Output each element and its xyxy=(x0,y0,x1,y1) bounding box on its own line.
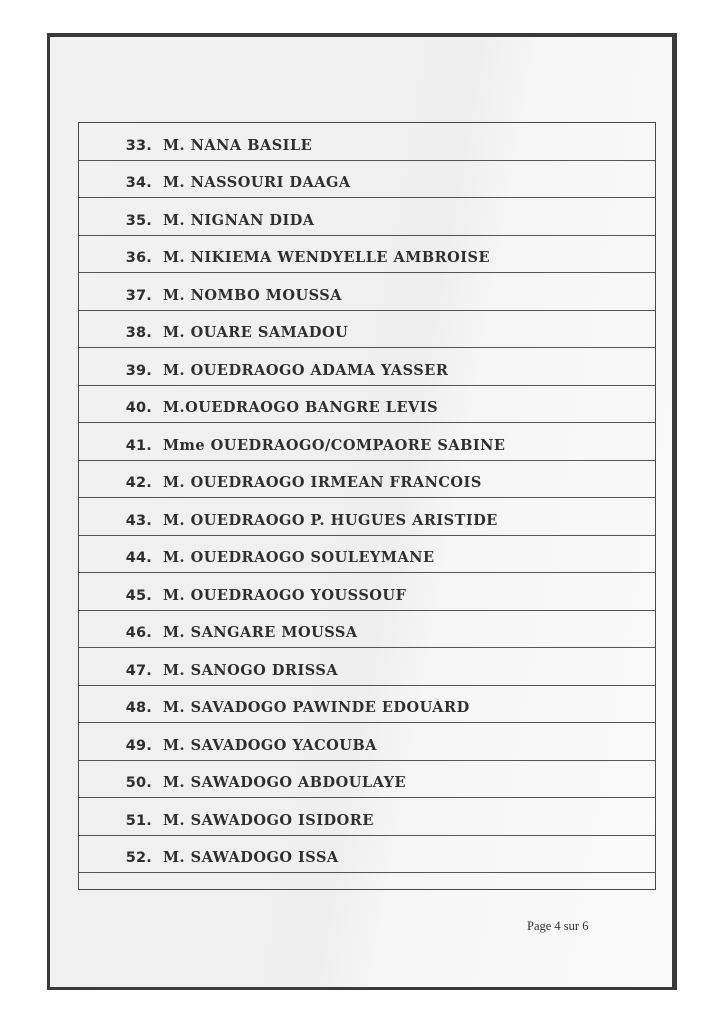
person-name: M. OUEDRAOGO P. HUGUES ARISTIDE xyxy=(163,511,498,529)
list-row xyxy=(79,123,655,161)
list-row xyxy=(79,273,655,311)
person-name: M. SAVADOGO PAWINDE EDOUARD xyxy=(163,699,470,716)
list-row xyxy=(79,686,655,724)
list-row xyxy=(79,161,655,199)
person-name: M. OUEDRAOGO IRMEAN FRANCOIS xyxy=(163,474,482,491)
row-number: 39. xyxy=(125,362,152,379)
person-name: M. SANOGO DRISSA xyxy=(163,661,339,679)
list-row xyxy=(79,573,655,611)
person-name: M. NIKIEMA WENDYELLE AMBROISE xyxy=(163,249,491,266)
row-number: 38. xyxy=(125,325,152,341)
list-row xyxy=(79,798,655,836)
person-name: M. SANGARE MOUSSA xyxy=(163,624,358,641)
list-row xyxy=(79,461,655,499)
list-row xyxy=(79,761,655,799)
list-row xyxy=(79,536,655,574)
list-row xyxy=(79,386,655,424)
person-name: M. NOMBO MOUSSA xyxy=(163,286,342,304)
row-number: 33. xyxy=(125,137,152,154)
row-number: 45. xyxy=(125,587,152,604)
person-name: M. OUARE SAMADOU xyxy=(163,324,349,341)
row-number: 36. xyxy=(125,250,152,266)
person-name: M. OUEDRAOGO YOUSSOUF xyxy=(163,586,407,604)
row-number: 48. xyxy=(125,700,152,716)
person-name: M. NIGNAN DIDA xyxy=(163,211,315,229)
person-name: M. NASSOURI DAAGA xyxy=(163,174,351,191)
row-number: 52. xyxy=(125,850,152,866)
list-row xyxy=(79,236,655,274)
page-number: Page 4 sur 6 xyxy=(527,919,589,933)
list-row xyxy=(79,311,655,349)
row-number: 51. xyxy=(125,812,152,829)
person-name: M. OUEDRAOGO ADAMA YASSER xyxy=(163,361,449,379)
row-number: 47. xyxy=(125,662,152,679)
list-row xyxy=(79,611,655,649)
row-number: 35. xyxy=(125,212,152,229)
row-number: 50. xyxy=(125,775,152,791)
name-list-table xyxy=(78,122,656,890)
row-number: 41. xyxy=(125,437,152,454)
row-number: 46. xyxy=(125,625,152,641)
list-row xyxy=(79,498,655,536)
row-number: 43. xyxy=(125,512,152,529)
list-row xyxy=(79,723,655,761)
list-row xyxy=(79,836,655,874)
list-row xyxy=(79,198,655,236)
person-name: M. NANA BASILE xyxy=(163,136,313,154)
person-name: Mme OUEDRAOGO/COMPAORE SABINE xyxy=(163,436,506,454)
person-name: M. SAVADOGO YACOUBA xyxy=(163,736,377,754)
list-row xyxy=(79,423,655,461)
person-name: M.OUEDRAOGO BANGRE LEVIS xyxy=(163,399,439,416)
row-number: 40. xyxy=(125,400,152,416)
person-name: M. SAWADOGO ABDOULAYE xyxy=(163,774,407,791)
row-number: 37. xyxy=(125,287,152,304)
person-name: M. SAWADOGO ISIDORE xyxy=(163,811,374,829)
row-number: 42. xyxy=(125,475,152,491)
row-number: 34. xyxy=(125,175,152,191)
document-page xyxy=(50,37,672,987)
person-name: M. OUEDRAOGO SOULEYMANE xyxy=(163,549,435,566)
list-row xyxy=(79,648,655,686)
row-number: 44. xyxy=(125,550,152,566)
person-name: M. SAWADOGO ISSA xyxy=(163,849,339,866)
list-row xyxy=(79,348,655,386)
row-number: 49. xyxy=(125,737,152,754)
